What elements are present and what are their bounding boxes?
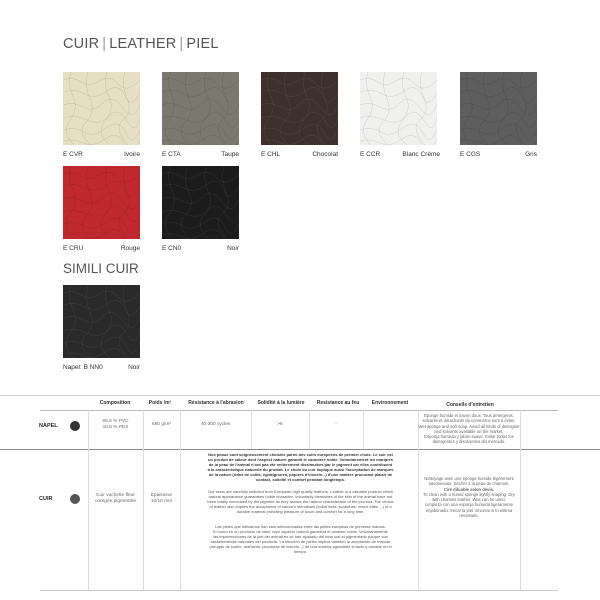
- header-composition: Composition: [99, 400, 131, 406]
- description-line: características naturales del producto. La elección de pieles implica también la aceptación de marcas: [210, 539, 391, 544]
- cell-composition: [88, 419, 143, 431]
- leather-texture: [63, 72, 140, 145]
- header-weight: Poids /m²: [148, 400, 172, 406]
- material-dot: [70, 421, 80, 431]
- title-cuir: CUIR: [63, 36, 100, 52]
- description-line: Nos peaux sont soigneusement choisies parmi des cuirs européens de premier choix. Le cuir est: [208, 452, 393, 457]
- title-leather: LEATHER: [109, 36, 177, 52]
- cell-care-cuir: [418, 476, 520, 518]
- composition-line: 89,5 % PVC: [102, 419, 129, 424]
- row-label-napel: NAPEL: [39, 423, 58, 429]
- care-line: Nettoyage avec une éponge humide légèrement: [424, 476, 514, 481]
- swatch-simili-noir[interactable]: [63, 285, 140, 358]
- description-line: de la nature (rides de collet, égratignures, piqûres d'insecte...) d'une matière procurant plaisir de: [208, 472, 393, 477]
- care-line: savonneuse. Sécher à la peau de chamois.: [428, 481, 510, 487]
- description-line: de la peau de l'animal n'ont pas été entièrement dissimulées par le pigment car elles contribuent: [208, 462, 393, 467]
- swatch-color-name: Blanc Crème: [402, 151, 440, 158]
- swatch-code: E CHL: [261, 151, 281, 158]
- swatch-code: E CN0: [162, 245, 182, 252]
- cell-light: >6: [277, 422, 283, 427]
- swatch-color-name: Ivoire: [124, 151, 140, 158]
- care-line: Wet sponge and soft soap. Avoid all kinds of detergent: [418, 423, 520, 429]
- header-abrasion: Résistance à l'abrasion: [188, 400, 244, 406]
- composition-line: 10,5 % PES: [102, 424, 129, 430]
- description-spanish: [183, 524, 418, 554]
- simili-cuir-heading: SIMILI CUIR: [63, 261, 139, 276]
- care-line: solvants et détachants du commerce sont à éviter.: [422, 418, 516, 424]
- column-divider: [180, 410, 181, 590]
- swatch-code: E CCR: [360, 151, 381, 158]
- composition-line: corrigée pigmentée: [94, 498, 137, 504]
- swatch-code: E CVR: [63, 151, 83, 158]
- description-line: un produit de valeur dont l'aspect naturel garantit le caractère noble. Volontairement les marques: [208, 457, 393, 462]
- swatch-color-name: Noir: [227, 245, 239, 252]
- description-line: contact, solidité et confort pendant longtemps.: [255, 477, 346, 482]
- swatch-color-name: Noir: [128, 364, 140, 371]
- care-line: detergentes y disolventes del mercado.: [432, 439, 506, 445]
- cell-composition: [88, 493, 143, 505]
- title-piel: PIEL: [186, 36, 219, 52]
- swatch-code: Napel: B NN0: [63, 364, 103, 371]
- header-care: Conseils d'entretien: [446, 402, 494, 408]
- care-line: with chamois leather. Wax can be used.: [432, 497, 506, 502]
- table-divider: [40, 410, 558, 411]
- column-divider: [251, 410, 252, 449]
- column-divider: [520, 410, 521, 590]
- swatch-leather-blanc-creme[interactable]: [360, 72, 437, 145]
- swatch-code: E CGS: [460, 151, 481, 158]
- title-separator: |: [102, 36, 107, 52]
- swatch-color-name: Taupe: [221, 151, 239, 158]
- description-line: las imperfecciones de la piel del animal no se han ajustado del todo con el pigmentado porque son: [213, 534, 388, 539]
- header-light: Solidité à la lumière: [257, 400, 305, 406]
- header-fire: Resistance au feu: [316, 400, 360, 406]
- row-label-cuir: CUIR: [39, 496, 53, 502]
- swatch-color-name: Rouge: [120, 245, 140, 252]
- cell-abrasion: 40 000 cycles: [200, 422, 231, 427]
- weight-line: Epaisseur: [150, 493, 173, 498]
- swatch-code: E CRU: [63, 245, 84, 252]
- swatch-leather-chocolat[interactable]: [261, 72, 338, 145]
- leather-texture: [261, 72, 338, 145]
- care-line: enjabonada. Secar la piel. Encerar si lo estima: [425, 507, 513, 513]
- title-separator: |: [179, 36, 184, 52]
- description-line: à la caractéristique naturelle du produit. Le choix du cuir implique aussi l'acceptation de marques: [207, 467, 394, 472]
- leather-texture: [460, 72, 537, 145]
- description-line: El cuero es un producto de valor cuyo aspecto natural garantiza el carácter noble. Voluntariamente: [213, 529, 388, 534]
- leather-texture: [360, 72, 437, 145]
- care-line: Cire diluable selon devis.: [443, 486, 495, 492]
- leather-texture: [162, 166, 239, 239]
- swatch-leather-ivoire[interactable]: [63, 72, 140, 145]
- description-line: been totally concealed by the pigment as they assure the natural characteristic of the product. The choice: [207, 499, 394, 504]
- swatch-color-name: Gris: [525, 151, 537, 158]
- leather-texture: [162, 72, 239, 145]
- care-line: necesario.: [459, 512, 479, 518]
- cell-fire: -: [335, 422, 337, 427]
- leather-texture: [63, 285, 140, 358]
- table-divider: [0, 449, 600, 450]
- description-line: durable material providing pleasure of touch and comfort for a long time.: [236, 509, 365, 514]
- swatch-code: E CTA: [162, 151, 181, 158]
- cell-weight: 660 g/m²: [152, 422, 171, 427]
- header-environment: Environnement: [371, 400, 409, 406]
- description-french: [183, 452, 418, 482]
- care-line: Esponja humeda y jabón suave. Evitar todos los: [424, 434, 514, 439]
- page-title: [63, 36, 219, 52]
- composition-line: Cuir vachette fleur: [96, 493, 135, 498]
- weight-line: 10/10 mm: [150, 498, 173, 504]
- description-line: tiempo.: [293, 549, 308, 554]
- swatch-leather-rouge[interactable]: [63, 166, 140, 239]
- material-dot: [70, 494, 80, 504]
- care-line: and solvants available on the market.: [434, 428, 504, 434]
- description-line: Las pieles que utilizamos han sido seleccionadas entre las pieles europeas de primeras marcas.: [215, 524, 386, 529]
- description-line: Our skins are carefully selected from European high quality leathers. Leather is a valuable product which: [208, 489, 393, 494]
- description-line: (arrugas de cuello, arañazos, picaduras de insecto...) de una materia agradable al tacto y durable en el: [209, 544, 392, 549]
- swatch-color-name: Chocolat: [312, 151, 338, 158]
- swatch-leather-gris[interactable]: [460, 72, 537, 145]
- care-line: To clean with a humid sponge lightly soaping. Dry: [423, 491, 515, 497]
- column-divider: [309, 410, 310, 449]
- care-line: Limpieza con una esponja humeda ligeramente: [425, 502, 513, 508]
- care-line: Eponge humide et savon doux. Tous detergents,: [424, 413, 514, 418]
- cell-weight: [143, 493, 180, 505]
- cell-care-napel: [418, 413, 520, 445]
- leather-texture: [63, 166, 140, 239]
- swatch-leather-noir[interactable]: [162, 166, 239, 239]
- description-line: of leather also implies the acceptance of nature's blemishes (collar lines, scratches, insect bites ...) of a: [209, 504, 392, 509]
- description-english: [183, 489, 418, 514]
- description-line: natural appearance guarantees noble character. Voluntarily blemishes of the skin of the animal have not: [208, 494, 393, 499]
- table-divider: [40, 590, 558, 591]
- table-divider: [0, 395, 600, 396]
- column-divider: [363, 410, 364, 449]
- swatch-leather-taupe[interactable]: [162, 72, 239, 145]
